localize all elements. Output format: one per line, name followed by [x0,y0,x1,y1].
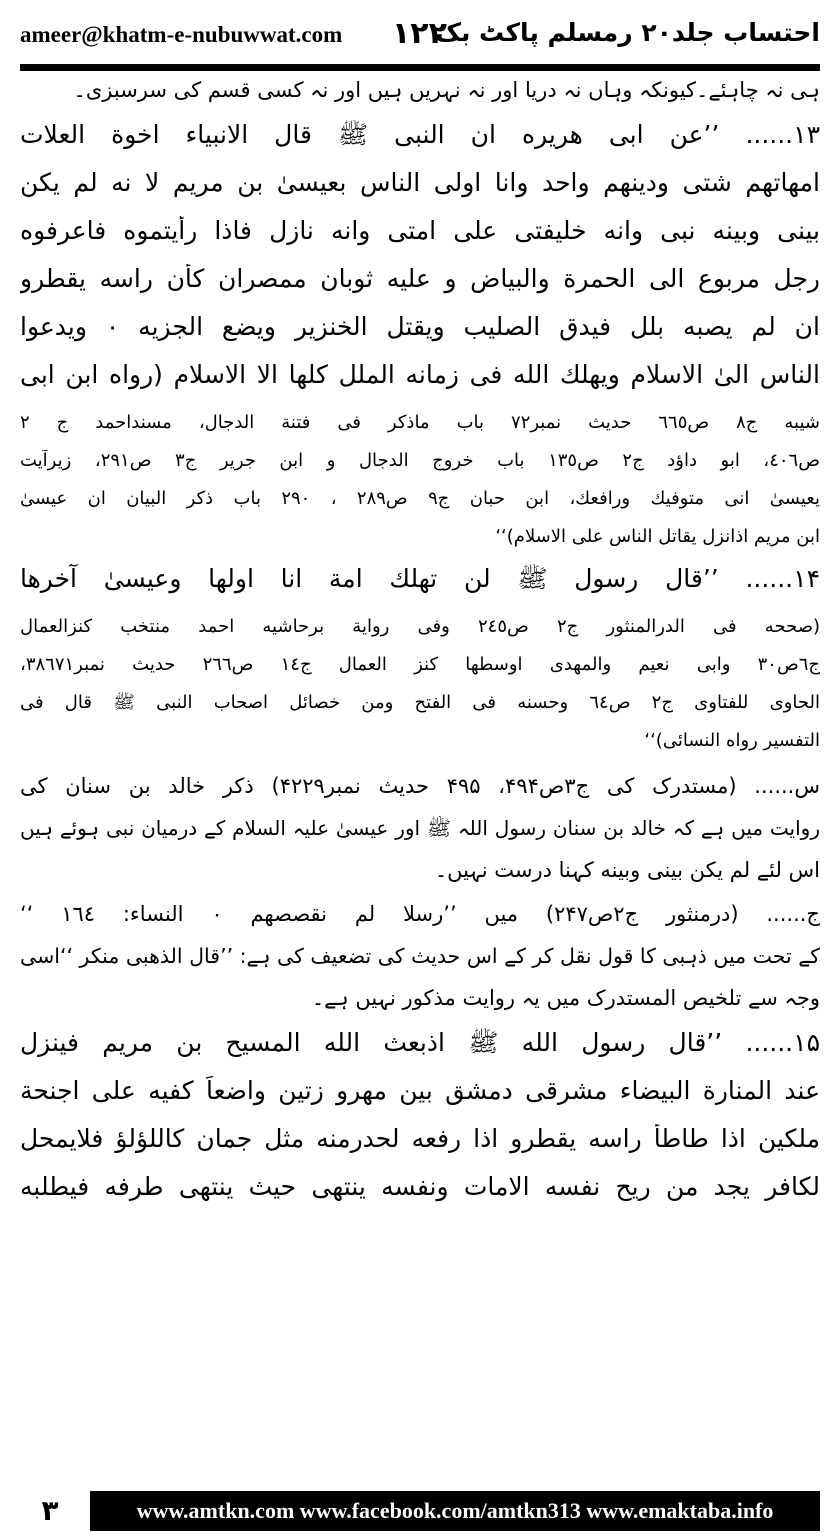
footer-page-number: ٣ [41,1494,59,1527]
header-email[interactable]: ameer@khatm-e-nubuwwat.com [20,22,343,47]
text-line: وجہ سے تلخیص المستدرک میں یہ روایت مذکور نہیں ہے۔ [311,986,820,1010]
header-rule [20,64,820,71]
text-line: ج...... (درمنثور ج۲ص۲۴۷) میں ’’رسلا لم نقصصهم ٠ النساء: ١٦٤ ‘‘ [20,902,820,926]
text-line: ۱۵...... ’’قال رسول الله ﷺ اذبعث الله المسيح بن مريم فينزل [20,1028,820,1057]
text-line: ۱۳...... ’’عن ابی هريره ان النبی ﷺ قال الانبياء اخوة العلات [20,120,820,149]
page-footer [20,1491,820,1531]
text-line: ۱۴...... ’’قال رسول ﷺ لن تهلك امة انا اولها وعيسیٰ آخرها [20,564,820,593]
header-book-title: احتساب جلد۲۰ رمسلم پاکٹ بک [435,18,820,47]
text-line: ملكين اذا طاطأ راسه يقطرو اذا رفعه لحدرمنه مثل جمان كاللؤلؤ فلايمحل [20,1124,820,1153]
text-line: (صححه فی الدرالمنثور ج٢ ص٢٤٥ وفی رواية برحاشيه احمد منتخب كنزالعمال [20,616,820,637]
text-line: ج٦ص٣٠ وابی نعيم والمهدی اوسطها كنز العمال ج١٤ ص٢٦٦ حديث نمبر٣٨٦٧١، [20,654,820,675]
footer-links-bar[interactable]: www.amtkn.com www.facebook.com/amtkn313 www.emaktaba.info [90,1491,820,1531]
text-line: بينی وبينه نبی وانه خليفتی علی امتی وانه نازل فاذا رأيتموه فاعرفوه [20,216,820,245]
text-line: يعيسیٰ انی متوفيك ورافعك، ابن حبان ج٩ ص٢٨٩ ، ٢٩٠ باب ذكر البيان ان عيسیٰ [20,488,820,509]
text-line: ہی نہ چاہئے۔کیونکہ وہاں نہ دریا اور نہ نہریں ہیں اور نہ کسی قسم کی سرسبزی۔ [73,78,820,102]
text-line: التفسير رواه النسائی)‘‘ [644,730,820,751]
text-line: ص٤٠٦، ابو داؤد ج٢ ص١٣٥ باب خروج الدجال و ابن جرير ج٣ ص٢٩١، زيرآيت [20,450,820,471]
text-line: روایت میں ہے کہ خالد بن سنان رسول اللہ ﷺ اور عیسیٰ علیہ السلام کے درمیان نبی ہوئے ہیں [20,816,820,840]
text-line: ان لم يصبه بلل فيدق الصليب ويقتل الخنزير ويضع الجزيه ٠ ويدعوا [20,312,820,341]
text-line: ابن مريم اذانزل يقاتل الناس علی الاسلام)‘‘ [495,526,820,547]
text-line: لكافر يجد من ريح نفسه الامات ونفسه ينتهی حيث ينتهی طرفه فيطلبه [20,1172,820,1201]
text-line: کے تحت میں ذہبی کا قول نقل کر کے اس حدیث کی تضعیف کی ہے: ’’قال الذهبی منكر ‘‘اسی [20,944,820,968]
page-header [20,14,820,60]
text-line: شيبه ج۸ ص٦٦٥ حديث نمبر٧٢ باب ماذكر فی فتنة الدجال، مسنداحمد ج ٢ [20,412,820,433]
text-line: امهاتهم شتی ودينهم واحد وانا اولی الناس بعيسیٰ بن مريم لا نه لم يكن [20,168,820,197]
text-line: عند المنارة البيضاء مشرقی دمشق بين مهرو زتين واضعاً كفيه علی اجنحة [20,1076,820,1105]
text-line: الحاوی للفتاوی ج٢ ص٦٤ وحسنه فی الفتح ومن خصائل اصحاب النبی ﷺ قال فی [20,692,820,713]
header-page-number: ۱۲۲ [392,16,447,51]
text-line: اس لئے لم يكن بينی وبينه کہنا درست نہیں۔ [434,858,820,882]
text-line: س...... (مستدرک کی ج۳ص۴۹۴، ۴۹۵ حدیث نمبر۴۲۲۹) ذکر خالد بن سنان کی [20,774,820,798]
text-line: رجل مربوع الی الحمرة والبياض و عليه ثوبان ممصران كأن راسه يقطرو [20,264,820,293]
text-line: الناس الیٰ الاسلام ويهلك الله فی زمانه الملل كلها الا الاسلام (رواه ابن ابی [20,360,820,389]
